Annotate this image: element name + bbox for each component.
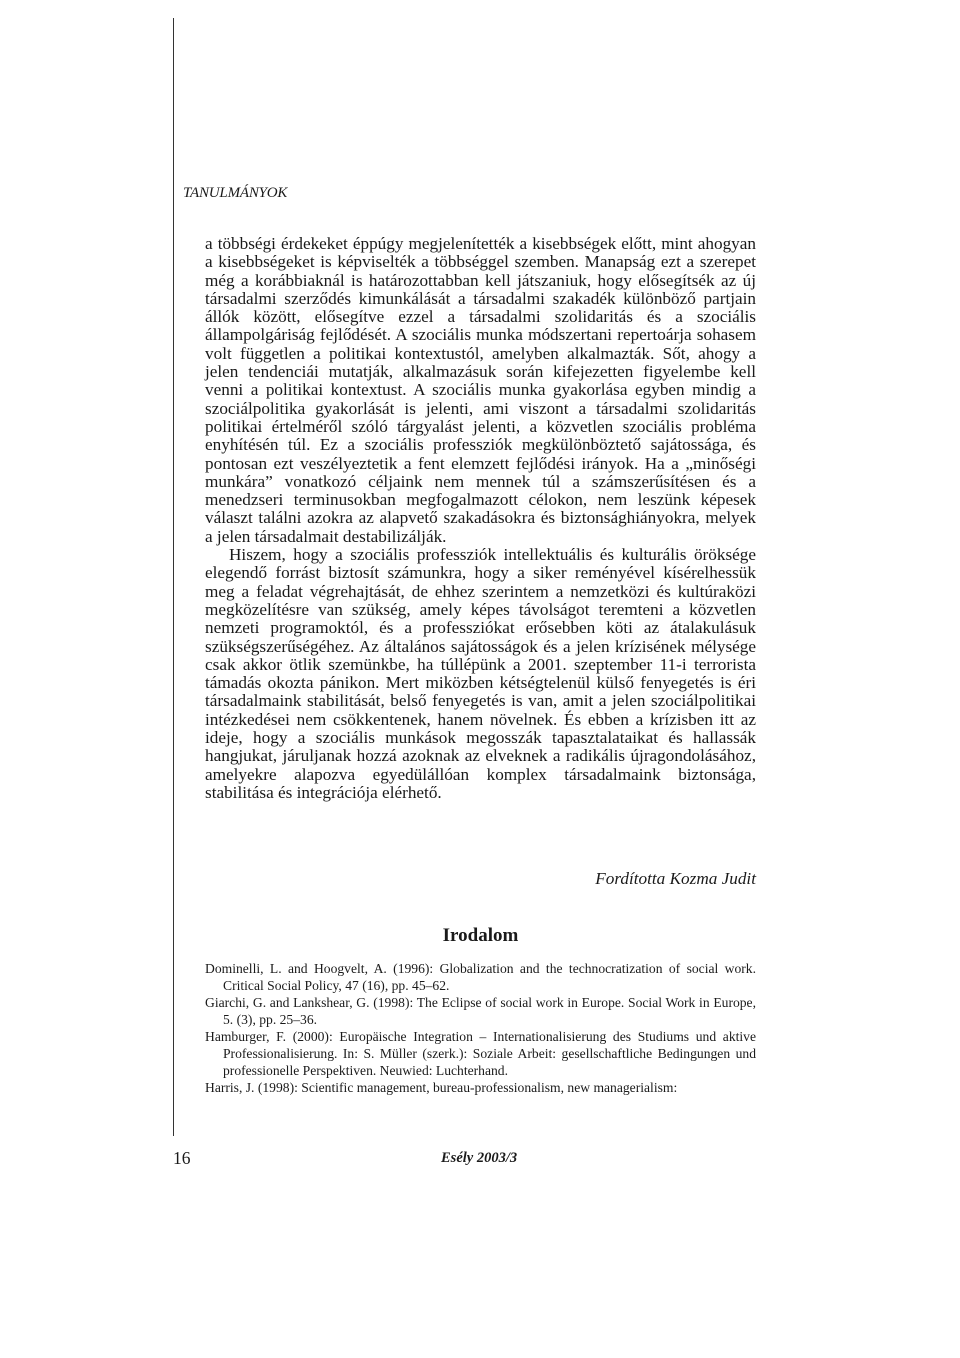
margin-rule bbox=[173, 18, 174, 1136]
translator-credit: Fordította Kozma Judit bbox=[595, 869, 756, 888]
article-body bbox=[205, 235, 756, 802]
reference-item: Giarchi, G. and Lankshear, G. (1998): The Eclipse of social work in Europe. Social Work in Europe, 5. (3), pp. 25–36. bbox=[205, 995, 756, 1027]
reference-item: Harris, J. (1998): Scientific management, bureau-professionalism, new managerialism: bbox=[205, 1080, 678, 1096]
section-heading: TANULMÁNYOK bbox=[183, 185, 288, 201]
references-heading: Irodalom bbox=[442, 925, 519, 946]
page-number: 16 bbox=[173, 1148, 191, 1168]
reference-item: Hamburger, F. (2000): Europäische Integration – Internationalisierung des Studiums und aktive Professionalisierung. In: S. Müller (szerk.): Soziale Arbeit: gesellschaftliche Bedingungen und professionelle Perspektiven. Neuwied: Luchterhand. bbox=[205, 1029, 756, 1078]
references-list bbox=[205, 961, 756, 1098]
article-paragraph: a többségi érdekeket éppúgy megjelenítették a kisebbségek előtt, mint ahogyan a kisebbségeket is képviselték a többséggel szemben. Manapság ezt a szerepet még a korábbiaknál is határozottabban kell játszaniuk, hogy elősegítsék az új társadalmi szerződés kimunkálását a társadalmi szakadék különböző partjain állók között, elősegítve ezzel a társadalmi szolidaritás és a szociális állampolgáriság fejlődését. A szociális munka módszertani repertoárja sohasem volt független a politikai kontextustól, amelyben alkalmazták. Sőt, ahogy a jelen tendenciái mutatják, alkalmazásuk során kifejezetten figyelembe kell venni a politikai kontextust. A szociális munka gyakorlása egyben mindig a szociálpolitika gyakorlását is jelenti, ami viszont a társadalmi szolidaritás politikai értelméről szóló tárgyalást jelenti, a közvetlen szociális probléma enyhítésén túl. Ez a szociális professziók megkülönböztető sajátossága, és pontosan ezt veszélyeztetik a fent elemzett fejlődési irányok. Ha a „minőségi munkára” vonatkozó céljaink nem mennek túl a számszerűsítésen és a menedzseri terminusokban megfogalmazott célokon, nem leszünk képesek választ találni azokra az alapvető szakadásokra és biztonsághiányokra, melyek a jelen társadalmait destabilizálják. bbox=[205, 234, 756, 546]
article-paragraph: Hiszem, hogy a szociális professziók intellektuális és kulturális öröksége elegendő forrást biztosít számunkra, hogy a siker reményével kísérelhessük meg a feladat végrehajtását, de ehhez szerintem a nemzetközi és kultúraközi megközelítésre van szükség, amely képes távolságot teremteni a közvetlen nemzeti programoktól, és a professziókat erősebben köti az átalakulásuk szükségszerűségéhez. Az általános sajátosságok és a jelen krízisének mélysége csak akkor ötlik szemünkbe, ha túllépünk a 2001. szeptember 11-i terrorista támadás okozta pánikon. Mert miközben kétségtelenül külső fenyegetés is éri társadalmaink stabilitását, belső fenyegetés is van, amit a jelen szociálpolitikai intézkedései nem csökkentenek, hanem növelnek. És ebben a krízisben itt az ideje, hogy a szociális munkások megosszák tapasztalataikat és hallassák hangjukat, járuljanak hozzá azoknak az elveknek a radikális újragondolásához, amelyekre alapozva egyedülállóan komplex társadalmaink biztonsága, stabilitása és integrációja elérhető. bbox=[205, 545, 756, 802]
reference-item: Dominelli, L. and Hoogvelt, A. (1996): Globalization and the technocratization of social work. Critical Social Policy, 47 (16), pp. 45–62. bbox=[205, 961, 756, 993]
journal-name: Esély 2003/3 bbox=[441, 1150, 518, 1166]
